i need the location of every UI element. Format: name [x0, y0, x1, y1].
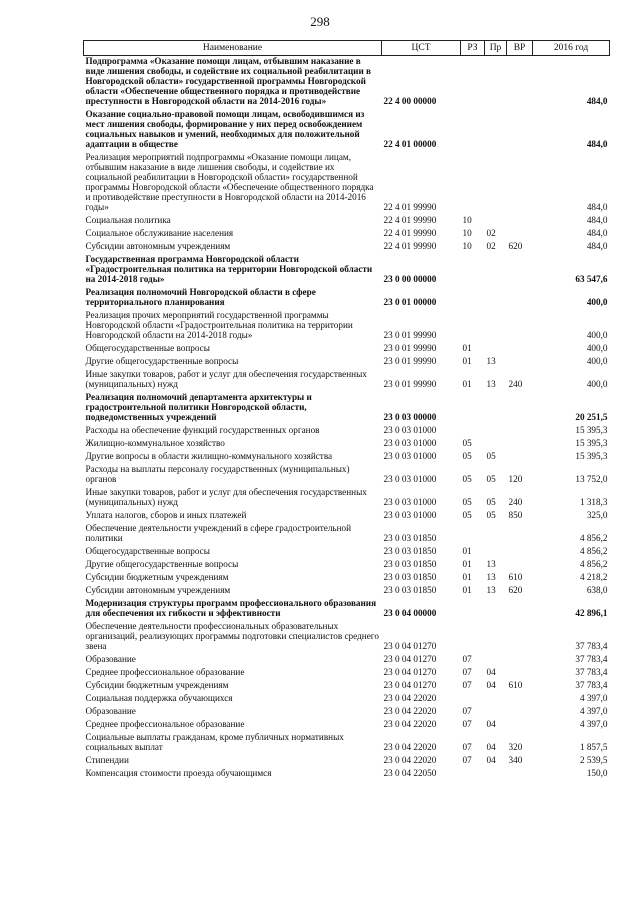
- cell-rz: 10: [462, 241, 472, 251]
- table-row: [84, 461, 610, 484]
- cell-amount: 42 896,1: [575, 608, 608, 618]
- cell-pr: 04: [486, 755, 496, 765]
- cell-rz: [461, 618, 485, 651]
- cell-amount: 63 547,6: [575, 274, 608, 284]
- cell-pr: 02: [486, 228, 496, 238]
- cell-vr: [507, 307, 533, 340]
- cell-vr: [507, 435, 533, 448]
- cell-rz: [461, 595, 485, 618]
- cell-amount: 4 856,2: [579, 546, 608, 556]
- cell-rz: 07: [462, 706, 472, 716]
- column-header-rz: РЗ: [461, 41, 485, 56]
- cell-cst: 23 0 04 01270: [383, 641, 437, 651]
- cell-name: Государственная программа Новгородской области «Градостроительная политика на территории Новгородской области на 2014-2018 годы»: [85, 254, 373, 284]
- cell-cst: 23 0 04 01270: [383, 680, 437, 690]
- cell-vr: [507, 212, 533, 225]
- cell-pr: [485, 284, 507, 307]
- column-header-vr: ВР: [507, 41, 533, 56]
- table-row: [84, 651, 610, 664]
- table-row: [84, 251, 610, 284]
- page-number: 298: [310, 14, 330, 29]
- cell-name: Оказание социально-правовой помощи лицам, освободившимся из мест лишения свободы, формирование у них перед освобождением социальных навыков и умений, необходимых для положительной адаптации в обществе: [85, 109, 365, 149]
- cell-name: Реализация полномочий департамента архитектуры и градостроительной политики Новгородской области, подведомственных учреждений: [85, 392, 312, 422]
- table-row: [84, 618, 610, 651]
- table-row: [84, 716, 610, 729]
- cell-rz: [461, 307, 485, 340]
- column-header-cst: ЦСТ: [382, 41, 461, 56]
- cell-rz: [461, 56, 485, 107]
- cell-vr: [507, 520, 533, 543]
- cell-vr: 620: [508, 241, 523, 251]
- cell-amount: 150,0: [586, 768, 608, 778]
- cell-rz: 01: [462, 559, 472, 569]
- cell-vr: [507, 149, 533, 212]
- cell-rz: 07: [462, 667, 472, 677]
- table-row: [84, 569, 610, 582]
- cell-vr: 620: [508, 585, 523, 595]
- table-row: [84, 225, 610, 238]
- cell-pr: [485, 106, 507, 149]
- cell-vr: 240: [508, 379, 523, 389]
- cell-rz: 07: [462, 680, 472, 690]
- column-header-year: 2016 год: [533, 41, 610, 56]
- cell-cst: 23 0 04 22050: [383, 768, 437, 778]
- cell-pr: 04: [486, 719, 496, 729]
- cell-cst: 23 0 03 01000: [383, 497, 437, 507]
- table-row: [84, 677, 610, 690]
- cell-rz: 07: [462, 755, 472, 765]
- cell-vr: [507, 703, 533, 716]
- table-row: [84, 212, 610, 225]
- cell-name: Компенсация стоимости проезда обучающимся: [85, 768, 272, 778]
- cell-rz: [461, 520, 485, 543]
- cell-amount: 37 783,4: [575, 667, 608, 677]
- cell-rz: [461, 284, 485, 307]
- cell-cst: 22 4 01 99990: [383, 202, 437, 212]
- cell-pr: [485, 435, 507, 448]
- cell-amount: 2 539,5: [579, 755, 608, 765]
- cell-name: Субсидии автономным учреждениям: [85, 241, 231, 251]
- cell-rz: 01: [462, 356, 472, 366]
- cell-name: Общегосударственные вопросы: [85, 546, 210, 556]
- table-row: [84, 595, 610, 618]
- cell-cst: 23 0 03 01000: [383, 438, 437, 448]
- cell-pr: [485, 340, 507, 353]
- cell-cst: 23 0 04 01270: [383, 654, 437, 664]
- cell-pr: 05: [486, 497, 496, 507]
- cell-name: Социальные выплаты гражданам, кроме публичных нормативных социальных выплат: [85, 732, 344, 752]
- cell-pr: 04: [486, 667, 496, 677]
- table-row: [84, 543, 610, 556]
- cell-rz: [461, 765, 485, 778]
- cell-name: Реализация мероприятий подпрограммы «Оказание помощи лицам, отбывшим наказание в виде лишения свободы, и содействие их социальной реабилитации в Новгородской области» государственной программы Новгородской области «Обеспечение общественного порядка и противодействие преступности в Новгородской области на 2014-2016 годы»: [85, 152, 374, 212]
- cell-cst: 23 0 04 22020: [383, 742, 437, 752]
- cell-name: Другие общегосударственные вопросы: [85, 559, 239, 569]
- cell-amount: 484,0: [586, 228, 608, 238]
- cell-rz: 05: [462, 474, 472, 484]
- table-row: [84, 56, 610, 107]
- cell-name: Социальная политика: [85, 215, 171, 225]
- cell-name: Субсидии автономным учреждениям: [85, 585, 231, 595]
- cell-vr: 610: [508, 572, 523, 582]
- table-body: [84, 56, 610, 779]
- cell-rz: 01: [462, 546, 472, 556]
- cell-cst: 22 4 01 99990: [383, 228, 437, 238]
- cell-pr: [485, 703, 507, 716]
- cell-rz: [461, 422, 485, 435]
- cell-cst: 22 4 01 99990: [383, 215, 437, 225]
- cell-rz: 01: [462, 572, 472, 582]
- cell-name: Образование: [85, 706, 136, 716]
- cell-vr: 240: [508, 497, 523, 507]
- cell-name: Другие вопросы в области жилищно-коммунального хозяйства: [85, 451, 333, 461]
- cell-rz: [461, 251, 485, 284]
- cell-vr: 340: [508, 755, 523, 765]
- cell-pr: [485, 389, 507, 422]
- cell-cst: 23 0 01 99990: [383, 343, 437, 353]
- table-row: [84, 106, 610, 149]
- cell-vr: [507, 448, 533, 461]
- cell-amount: 37 783,4: [575, 654, 608, 664]
- cell-rz: 05: [462, 510, 472, 520]
- cell-name: Другие общегосударственные вопросы: [85, 356, 239, 366]
- cell-amount: 484,0: [586, 241, 608, 251]
- cell-vr: [507, 716, 533, 729]
- cell-cst: 23 0 03 01850: [383, 533, 437, 543]
- cell-cst: 23 0 03 01000: [383, 451, 437, 461]
- cell-rz: [461, 149, 485, 212]
- cell-cst: 22 4 01 99990: [383, 241, 437, 251]
- cell-rz: 10: [462, 215, 472, 225]
- cell-amount: 37 783,4: [575, 641, 608, 651]
- cell-vr: [507, 389, 533, 422]
- cell-rz: 05: [462, 438, 472, 448]
- cell-amount: 484,0: [586, 96, 608, 106]
- cell-amount: 4 397,0: [579, 719, 608, 729]
- cell-name: Обеспечение деятельности учреждений в сфере градостроительной политики: [85, 523, 352, 543]
- cell-name: Среднее профессиональное образование: [85, 667, 245, 677]
- cell-cst: 22 4 00 00000: [383, 96, 437, 106]
- cell-vr: [507, 251, 533, 284]
- cell-name: Обеспечение деятельности профессиональных образовательных организаций, реализующих программы подготовки специалистов среднего звена: [85, 621, 379, 651]
- cell-name: Иные закупки товаров, работ и услуг для обеспечения государственных (муниципальных) нужд: [85, 369, 367, 389]
- cell-rz: 05: [462, 497, 472, 507]
- table-row: [84, 353, 610, 366]
- cell-amount: 15 395,3: [575, 425, 608, 435]
- cell-pr: 13: [486, 585, 496, 595]
- cell-cst: 23 0 03 01000: [383, 474, 437, 484]
- table-row: [84, 340, 610, 353]
- cell-amount: 400,0: [586, 356, 608, 366]
- cell-vr: 850: [508, 510, 523, 520]
- cell-vr: [507, 543, 533, 556]
- table-row: [84, 307, 610, 340]
- cell-amount: 4 856,2: [579, 559, 608, 569]
- cell-amount: 20 251,5: [575, 412, 608, 422]
- cell-cst: 23 0 03 01850: [383, 572, 437, 582]
- cell-vr: [507, 690, 533, 703]
- cell-pr: [485, 212, 507, 225]
- column-header-pr: Пр: [485, 41, 507, 56]
- cell-name: Реализация прочих мероприятий государственной программы Новгородской области «Градостроительная политика на территории Новгородской области на 2014-2018 годы»: [85, 310, 353, 340]
- cell-vr: [507, 340, 533, 353]
- cell-amount: 484,0: [586, 215, 608, 225]
- cell-amount: 15 395,3: [575, 451, 608, 461]
- cell-vr: [507, 56, 533, 107]
- cell-pr: [485, 251, 507, 284]
- cell-name: Субсидии бюджетным учреждениям: [85, 572, 229, 582]
- cell-cst: 23 0 03 01850: [383, 559, 437, 569]
- cell-vr: [507, 618, 533, 651]
- cell-rz: 07: [462, 654, 472, 664]
- cell-amount: 400,0: [586, 330, 608, 340]
- cell-cst: 23 0 03 01000: [383, 510, 437, 520]
- table-row: [84, 556, 610, 569]
- cell-vr: 320: [508, 742, 523, 752]
- cell-pr: 02: [486, 241, 496, 251]
- table-row: [84, 752, 610, 765]
- table-row: [84, 507, 610, 520]
- cell-rz: 01: [462, 379, 472, 389]
- cell-pr: 04: [486, 680, 496, 690]
- cell-pr: 13: [486, 572, 496, 582]
- column-header-name: Наименование: [84, 41, 382, 56]
- cell-cst: 23 0 04 22020: [383, 706, 437, 716]
- cell-vr: [507, 651, 533, 664]
- table-row: [84, 765, 610, 778]
- cell-name: Стипендии: [85, 755, 129, 765]
- cell-cst: 23 0 03 00000: [383, 412, 437, 422]
- cell-amount: 13 752,0: [575, 474, 608, 484]
- cell-pr: [485, 520, 507, 543]
- cell-pr: 05: [486, 474, 496, 484]
- cell-vr: [507, 353, 533, 366]
- cell-amount: 1 857,5: [579, 742, 608, 752]
- cell-pr: [485, 690, 507, 703]
- table-row: [84, 582, 610, 595]
- cell-name: Подпрограмма «Оказание помощи лицам, отбывшим наказание в виде лишения свободы, и содействие их социальной реабилитации в Новгородской области» государственной программы Новгородской области «Обеспечение общественного порядка и противодействие преступности в Новгородской области на 2014-2016 годы»: [85, 56, 372, 106]
- cell-cst: 23 0 03 01850: [383, 585, 437, 595]
- table-row: [84, 238, 610, 251]
- cell-vr: 610: [508, 680, 523, 690]
- cell-amount: 484,0: [586, 139, 608, 149]
- cell-name: Общегосударственные вопросы: [85, 343, 210, 353]
- cell-amount: 638,0: [586, 585, 608, 595]
- cell-rz: 01: [462, 585, 472, 595]
- cell-amount: 37 783,4: [575, 680, 608, 690]
- cell-name: Среднее профессиональное образование: [85, 719, 245, 729]
- cell-name: Социальное обслуживание населения: [85, 228, 234, 238]
- cell-pr: [485, 422, 507, 435]
- cell-pr: [485, 618, 507, 651]
- cell-cst: 23 0 01 99990: [383, 330, 437, 340]
- cell-cst: 23 0 03 01000: [383, 425, 437, 435]
- table-row: [84, 664, 610, 677]
- cell-name: Субсидии бюджетным учреждениям: [85, 680, 229, 690]
- cell-pr: 05: [486, 451, 496, 461]
- cell-amount: 4 397,0: [579, 706, 608, 716]
- cell-vr: [507, 225, 533, 238]
- cell-amount: 4 218,2: [579, 572, 608, 582]
- cell-rz: 07: [462, 742, 472, 752]
- table-row: [84, 690, 610, 703]
- table-row: [84, 149, 610, 212]
- cell-rz: 07: [462, 719, 472, 729]
- cell-rz: [461, 106, 485, 149]
- cell-name: Уплата налогов, сборов и иных платежей: [85, 510, 247, 520]
- cell-pr: [485, 307, 507, 340]
- cell-pr: 13: [486, 379, 496, 389]
- cell-amount: 400,0: [586, 343, 608, 353]
- cell-vr: [507, 664, 533, 677]
- cell-amount: 15 395,3: [575, 438, 608, 448]
- cell-rz: [461, 690, 485, 703]
- cell-cst: 22 4 01 00000: [383, 139, 437, 149]
- cell-amount: 4 397,0: [579, 693, 608, 703]
- cell-name: Образование: [85, 654, 136, 664]
- cell-pr: [485, 149, 507, 212]
- cell-name: Жилищно-коммунальное хозяйство: [85, 438, 225, 448]
- cell-vr: [507, 765, 533, 778]
- cell-name: Иные закупки товаров, работ и услуг для обеспечения государственных (муниципальных) нужд: [85, 487, 367, 507]
- cell-cst: 23 0 01 00000: [383, 297, 437, 307]
- table-row: [84, 729, 610, 752]
- cell-amount: 4 856,2: [579, 533, 608, 543]
- cell-cst: 23 0 04 00000: [383, 608, 437, 618]
- cell-amount: 484,0: [586, 202, 608, 212]
- cell-cst: 23 0 01 99990: [383, 379, 437, 389]
- cell-pr: 05: [486, 510, 496, 520]
- table-row: [84, 389, 610, 422]
- cell-amount: 325,0: [586, 510, 608, 520]
- budget-table: [83, 40, 610, 778]
- cell-amount: 400,0: [586, 297, 608, 307]
- cell-cst: 23 0 03 01850: [383, 546, 437, 556]
- table-row: [84, 422, 610, 435]
- cell-rz: 05: [462, 451, 472, 461]
- cell-pr: [485, 651, 507, 664]
- table-row: [84, 284, 610, 307]
- cell-vr: 120: [508, 474, 523, 484]
- cell-pr: 13: [486, 559, 496, 569]
- table-row: [84, 520, 610, 543]
- cell-name: Расходы на выплаты персоналу государственных (муниципальных) органов: [85, 464, 350, 484]
- cell-name: Модернизация структуры программ профессионального образования для обеспечения их гибкости и эффективности: [85, 598, 377, 618]
- cell-cst: 23 0 04 01270: [383, 667, 437, 677]
- cell-name: Расходы на обеспечение функций государственных органов: [85, 425, 320, 435]
- cell-name: Реализация полномочий Новгородской области в сфере территориального планирования: [85, 287, 316, 307]
- table-header-row: [84, 41, 610, 56]
- table-row: [84, 448, 610, 461]
- cell-pr: [485, 765, 507, 778]
- cell-vr: [507, 284, 533, 307]
- cell-amount: 400,0: [586, 379, 608, 389]
- cell-pr: [485, 56, 507, 107]
- cell-cst: 23 0 04 22020: [383, 755, 437, 765]
- cell-cst: 23 0 00 00000: [383, 274, 437, 284]
- table-row: [84, 703, 610, 716]
- cell-vr: [507, 106, 533, 149]
- cell-vr: [507, 556, 533, 569]
- table-row: [84, 366, 610, 389]
- cell-rz: 10: [462, 228, 472, 238]
- cell-pr: 13: [486, 356, 496, 366]
- cell-vr: [507, 595, 533, 618]
- cell-rz: [461, 389, 485, 422]
- cell-vr: [507, 422, 533, 435]
- cell-amount: 1 318,3: [579, 497, 608, 507]
- cell-rz: 01: [462, 343, 472, 353]
- cell-cst: 23 0 04 22020: [383, 693, 437, 703]
- cell-pr: [485, 543, 507, 556]
- table-row: [84, 484, 610, 507]
- cell-cst: 23 0 01 99990: [383, 356, 437, 366]
- cell-pr: 04: [486, 742, 496, 752]
- table-row: [84, 435, 610, 448]
- cell-name: Социальная поддержка обучающихся: [85, 693, 233, 703]
- cell-pr: [485, 595, 507, 618]
- cell-cst: 23 0 04 22020: [383, 719, 437, 729]
